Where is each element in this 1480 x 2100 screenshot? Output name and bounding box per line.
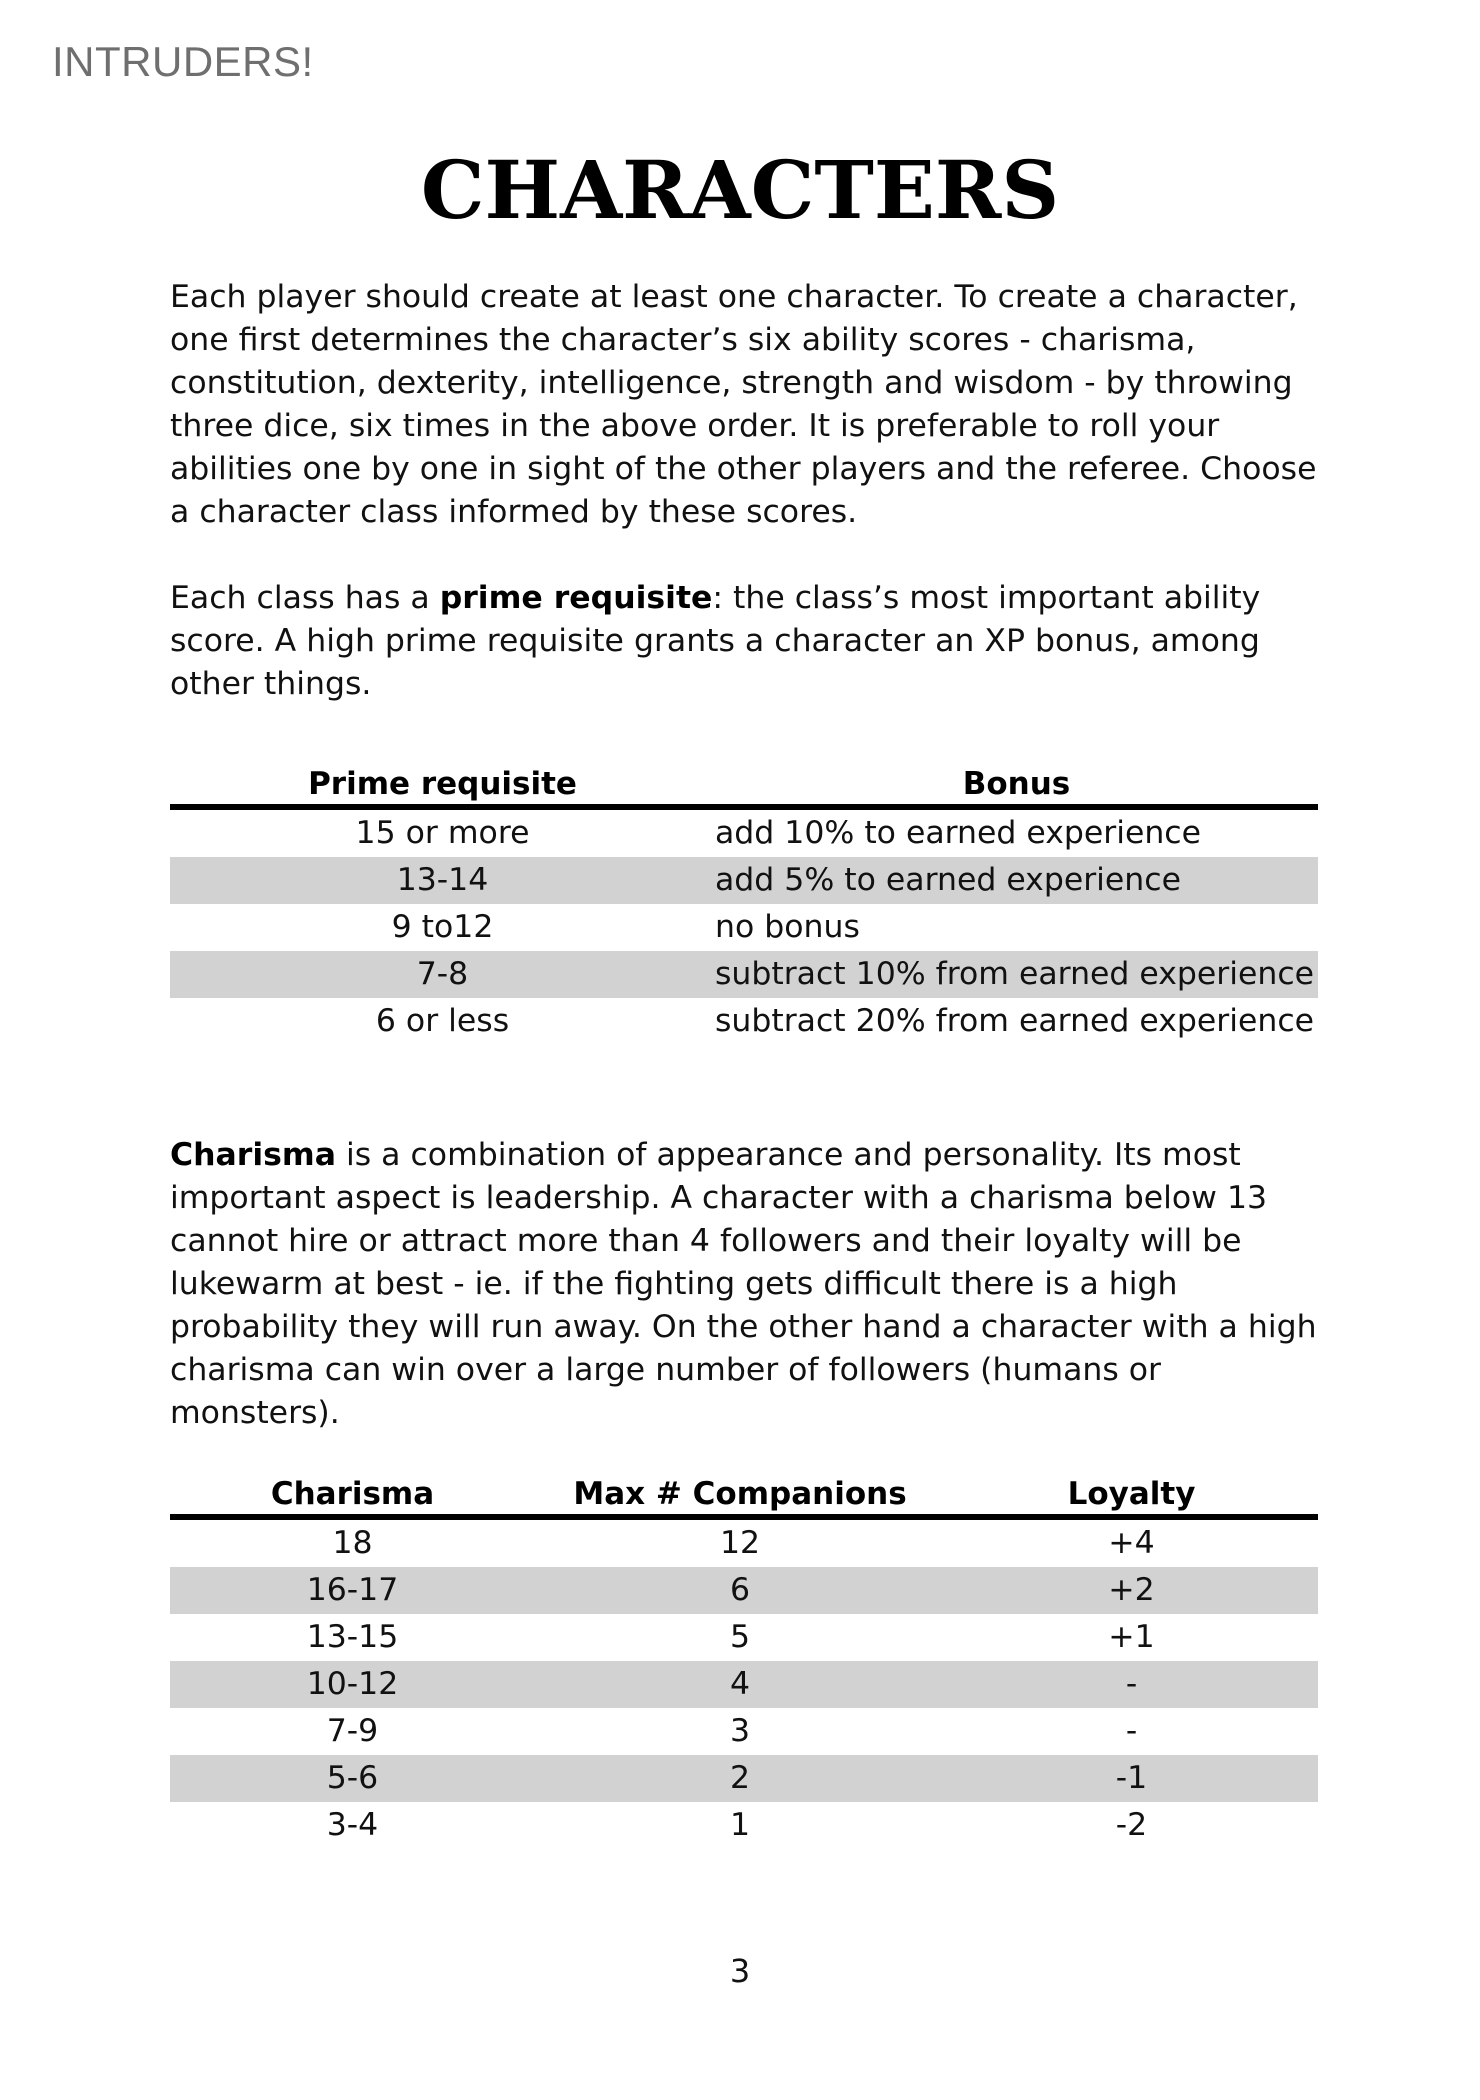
table-row [170,951,1318,998]
table-row [170,1708,1318,1755]
page-title: CHARACTERS [420,143,1060,237]
charisma-section [170,1134,1320,1435]
companions-cell: 5 [729,1619,751,1655]
column-header-loyalty: Loyalty [945,1470,1318,1517]
bonus-cell: no bonus [715,909,860,945]
companions-cell: 1 [729,1807,751,1843]
bonus-cell: add 5% to earned experience [715,857,1318,904]
companions-cell: 3 [729,1713,751,1749]
prime-score-cell: 13-14 [170,857,715,904]
table-row [170,807,1318,857]
loyalty-cell: -1 [945,1755,1318,1802]
table-row [170,1661,1318,1708]
companions-cell: 4 [535,1661,945,1708]
paragraph-text-start: Each class has a [170,580,440,616]
companions-cell: 12 [719,1525,761,1561]
charisma-score-cell: 10-12 [170,1661,535,1708]
paragraph-text-end: : the class’s most important ability score. A high prime requisite grants a character an XP bonus, among other things. [170,580,1261,702]
charisma-score-cell: 13-15 [306,1619,399,1655]
table-row [170,904,1318,951]
table-row [170,998,1318,1045]
intro-section [170,276,1320,706]
companions-cell: 6 [535,1567,945,1614]
charisma-score-cell: 5-6 [170,1755,535,1802]
loyalty-cell: +1 [1108,1619,1155,1655]
table-row [170,857,1318,904]
loyalty-cell: - [945,1661,1318,1708]
table-row [170,1614,1318,1661]
page-number: 3 [729,1952,751,1990]
table-row [170,1567,1318,1614]
prime-requisite-term: prime requisite [439,580,713,616]
charisma-score-cell: 3-4 [326,1807,379,1843]
prime-requisite-paragraph [170,577,1320,706]
charisma-score-cell: 18 [332,1525,373,1561]
charisma-term: Charisma [170,1137,336,1173]
charisma-table [170,1470,1318,1849]
charisma-paragraph [170,1134,1320,1435]
loyalty-cell: - [1125,1713,1138,1749]
companions-cell: 2 [535,1755,945,1802]
prime-score-cell: 7-8 [170,951,715,998]
table-row [170,1802,1318,1849]
column-header-bonus: Bonus [715,760,1318,807]
prime-requisite-table [170,760,1318,1045]
column-header-charisma: Charisma [170,1470,535,1517]
bonus-cell: add 10% to earned experience [715,815,1201,851]
column-header-max-companions: Max # Companions [535,1470,945,1517]
column-header-prime-requisite: Prime requisite [170,760,715,807]
prime-score-cell: 15 or more [355,815,530,851]
bonus-cell: subtract 20% from earned experience [715,1003,1315,1039]
bonus-cell: subtract 10% from earned experience [715,951,1318,998]
table-row [170,1755,1318,1802]
table-header-row [170,1470,1318,1517]
running-title: INTRUDERS! [52,38,314,85]
loyalty-cell: -2 [1115,1807,1148,1843]
charisma-description: is a combination of appearance and personality. Its most important aspect is leadership. A character with a charisma below 13 cannot hire or attract more than 4 followers and their loyalty will be lukewarm at best - ie. if the fighting gets difficult there is a high probability they will run away. On the other hand a character with a high charisma can win over a large number of followers (humans or monsters). [170,1137,1317,1431]
loyalty-cell: +2 [945,1567,1318,1614]
table-row [170,1517,1318,1567]
charisma-score-cell: 7-9 [326,1713,379,1749]
intro-paragraph: Each player should create at least one character. To create a character, one first determines the character’s six ability scores - charisma, constitution, dexterity, intelligence, strength and wisdom - by throwing three dice, six times in the above order. It is preferable to roll your abilities one by one in sight of the other players and the referee. Choose a character class informed by these scores. [170,279,1317,530]
prime-score-cell: 6 or less [375,1003,510,1039]
prime-score-cell: 9 to12 [391,909,494,945]
charisma-score-cell: 16-17 [170,1567,535,1614]
table-header-row [170,760,1318,807]
loyalty-cell: +4 [1108,1525,1155,1561]
